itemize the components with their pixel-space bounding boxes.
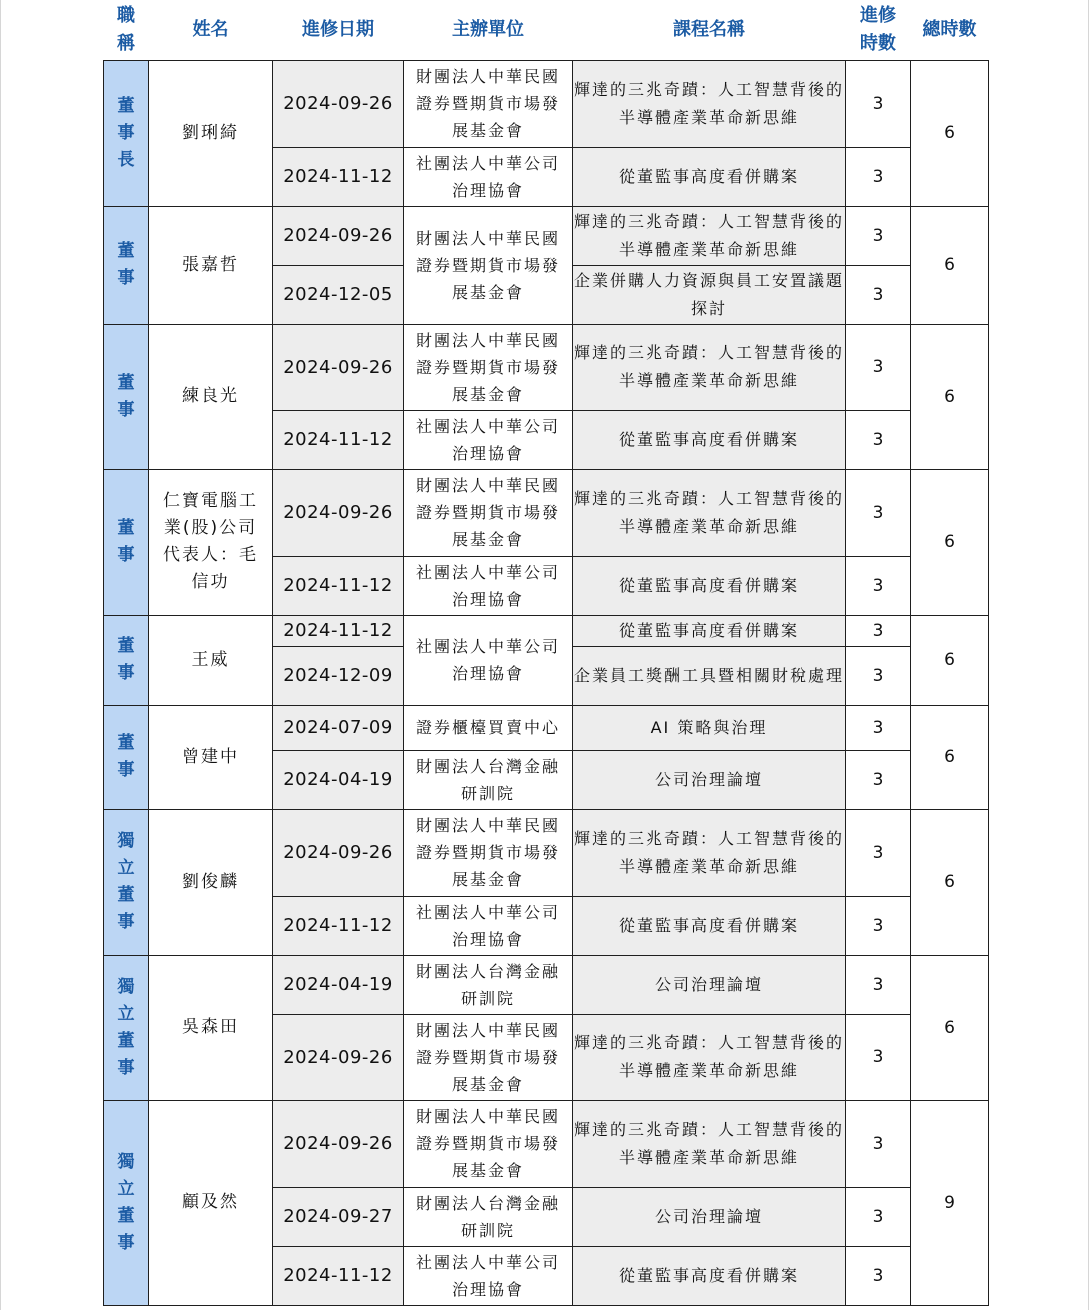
course-hours: 3: [846, 206, 911, 265]
course-date: 2024-09-26: [273, 206, 404, 265]
page-frame-left: [0, 0, 1, 1310]
course-date: 2024-09-26: [273, 469, 404, 556]
table-row: [104, 469, 989, 556]
table-row: [104, 324, 989, 410]
course-hours: 3: [846, 705, 911, 750]
course-date: 2024-11-12: [273, 896, 404, 955]
header-row: [104, 0, 989, 60]
course-organizer: 社團法人中華公司治理協會: [404, 1246, 573, 1305]
course-name: 公司治理論壇: [573, 955, 846, 1014]
course-organizer: 財團法人中華民國證券暨期貨市場發展基金會: [404, 809, 573, 896]
course-hours: 3: [846, 1187, 911, 1246]
director-name: 劉琍綺: [149, 60, 273, 206]
course-date: 2024-11-12: [273, 147, 404, 206]
header-organizer: 主辦單位: [404, 0, 573, 60]
course-organizer: 財團法人中華民國證券暨期貨市場發展基金會: [404, 324, 573, 410]
course-organizer: 財團法人台灣金融研訓院: [404, 1187, 573, 1246]
director-total-hours: 6: [911, 324, 989, 469]
course-hours: 3: [846, 809, 911, 896]
course-hours: 3: [846, 1246, 911, 1305]
course-organizer: 社團法人中華公司治理協會: [404, 556, 573, 615]
course-name: 輝達的三兆奇蹟：人工智慧背後的半導體產業革命新思維: [573, 1014, 846, 1100]
course-name: 從董監事高度看併購案: [573, 1246, 846, 1305]
course-name: 企業員工獎酬工具暨相關財稅處理: [573, 646, 846, 705]
director-name: 仁寶電腦工業(股)公司代表人：毛信功: [149, 469, 273, 615]
course-date: 2024-12-09: [273, 646, 404, 705]
header-name: 姓名: [149, 0, 273, 60]
course-date: 2024-09-26: [273, 1100, 404, 1187]
director-total-hours: 6: [911, 469, 989, 615]
director-name: 顧及然: [149, 1100, 273, 1305]
director-total-hours: 9: [911, 1100, 989, 1305]
director-name: 練良光: [149, 324, 273, 469]
course-date: 2024-04-19: [273, 750, 404, 809]
course-date: 2024-07-09: [273, 705, 404, 750]
course-hours: 3: [846, 615, 911, 646]
director-title: 獨立董事: [104, 1100, 149, 1305]
director-title: 董事: [104, 469, 149, 615]
course-name: 從董監事高度看併購案: [573, 147, 846, 206]
course-date: 2024-09-26: [273, 1014, 404, 1100]
director-name: 劉俊麟: [149, 809, 273, 955]
course-name: 輝達的三兆奇蹟：人工智慧背後的半導體產業革命新思維: [573, 206, 846, 265]
course-organizer: 財團法人中華民國證券暨期貨市場發展基金會: [404, 60, 573, 147]
course-organizer: 財團法人中華民國證券暨期貨市場發展基金會: [404, 1100, 573, 1187]
table-row: [104, 809, 989, 896]
director-title: 獨立董事: [104, 809, 149, 955]
table-row: [104, 1100, 989, 1187]
course-hours: 3: [846, 60, 911, 147]
header-title: 職稱: [104, 0, 149, 60]
course-organizer: 社團法人中華公司治理協會: [404, 410, 573, 469]
course-name: 輝達的三兆奇蹟：人工智慧背後的半導體產業革命新思維: [573, 60, 846, 147]
course-name: AI 策略與治理: [573, 705, 846, 750]
course-hours: 3: [846, 265, 911, 324]
table-row: [104, 615, 989, 646]
course-hours: 3: [846, 469, 911, 556]
director-total-hours: 6: [911, 60, 989, 206]
director-name: 張嘉哲: [149, 206, 273, 324]
course-date: 2024-09-26: [273, 809, 404, 896]
course-organizer: 證券櫃檯買賣中心: [404, 705, 573, 750]
course-date: 2024-04-19: [273, 955, 404, 1014]
course-name: 輝達的三兆奇蹟：人工智慧背後的半導體產業革命新思維: [573, 1100, 846, 1187]
table-row: [104, 705, 989, 750]
course-name: 輝達的三兆奇蹟：人工智慧背後的半導體產業革命新思維: [573, 324, 846, 410]
director-name: 吳森田: [149, 955, 273, 1100]
course-hours: 3: [846, 1014, 911, 1100]
course-hours: 3: [846, 147, 911, 206]
course-hours: 3: [846, 750, 911, 809]
director-total-hours: 6: [911, 809, 989, 955]
course-organizer: 社團法人中華公司治理協會: [404, 615, 573, 705]
course-organizer: 財團法人中華民國證券暨期貨市場發展基金會: [404, 469, 573, 556]
course-name: 公司治理論壇: [573, 1187, 846, 1246]
header-course: 課程名稱: [573, 0, 846, 60]
course-name: 公司治理論壇: [573, 750, 846, 809]
director-training-table: [103, 0, 989, 1306]
director-title: 董事: [104, 615, 149, 705]
course-name: 從董監事高度看併購案: [573, 615, 846, 646]
table-row: [104, 206, 989, 265]
course-date: 2024-09-26: [273, 60, 404, 147]
course-name: 輝達的三兆奇蹟：人工智慧背後的半導體產業革命新思維: [573, 469, 846, 556]
director-total-hours: 6: [911, 615, 989, 705]
table-row: [104, 955, 989, 1014]
header-total: 總時數: [911, 0, 989, 60]
course-organizer: 社團法人中華公司治理協會: [404, 147, 573, 206]
course-date: 2024-11-12: [273, 556, 404, 615]
course-hours: 3: [846, 1100, 911, 1187]
header-hours: 進修時數: [846, 0, 911, 60]
course-name: 企業併購人力資源與員工安置議題探討: [573, 265, 846, 324]
director-total-hours: 6: [911, 955, 989, 1100]
course-organizer: 社團法人中華公司治理協會: [404, 896, 573, 955]
director-title: 董事: [104, 206, 149, 324]
course-hours: 3: [846, 410, 911, 469]
course-date: 2024-11-12: [273, 615, 404, 646]
course-organizer: 財團法人中華民國證券暨期貨市場發展基金會: [404, 206, 573, 324]
director-name: 曾建中: [149, 705, 273, 809]
course-name: 從董監事高度看併購案: [573, 410, 846, 469]
director-total-hours: 6: [911, 705, 989, 809]
course-hours: 3: [846, 646, 911, 705]
course-organizer: 財團法人中華民國證券暨期貨市場發展基金會: [404, 1014, 573, 1100]
header-date: 進修日期: [273, 0, 404, 60]
director-title: 董事長: [104, 60, 149, 206]
course-hours: 3: [846, 896, 911, 955]
course-hours: 3: [846, 955, 911, 1014]
course-name: 從董監事高度看併購案: [573, 556, 846, 615]
course-name: 從董監事高度看併購案: [573, 896, 846, 955]
course-date: 2024-09-27: [273, 1187, 404, 1246]
course-hours: 3: [846, 324, 911, 410]
director-total-hours: 6: [911, 206, 989, 324]
course-name: 輝達的三兆奇蹟：人工智慧背後的半導體產業革命新思維: [573, 809, 846, 896]
table-row: [104, 60, 989, 147]
course-date: 2024-11-12: [273, 410, 404, 469]
director-title: 董事: [104, 705, 149, 809]
director-name: 王威: [149, 615, 273, 705]
course-organizer: 財團法人台灣金融研訓院: [404, 955, 573, 1014]
course-hours: 3: [846, 556, 911, 615]
director-title: 董事: [104, 324, 149, 469]
director-title: 獨立董事: [104, 955, 149, 1100]
course-date: 2024-09-26: [273, 324, 404, 410]
course-date: 2024-12-05: [273, 265, 404, 324]
course-organizer: 財團法人台灣金融研訓院: [404, 750, 573, 809]
course-date: 2024-11-12: [273, 1246, 404, 1305]
